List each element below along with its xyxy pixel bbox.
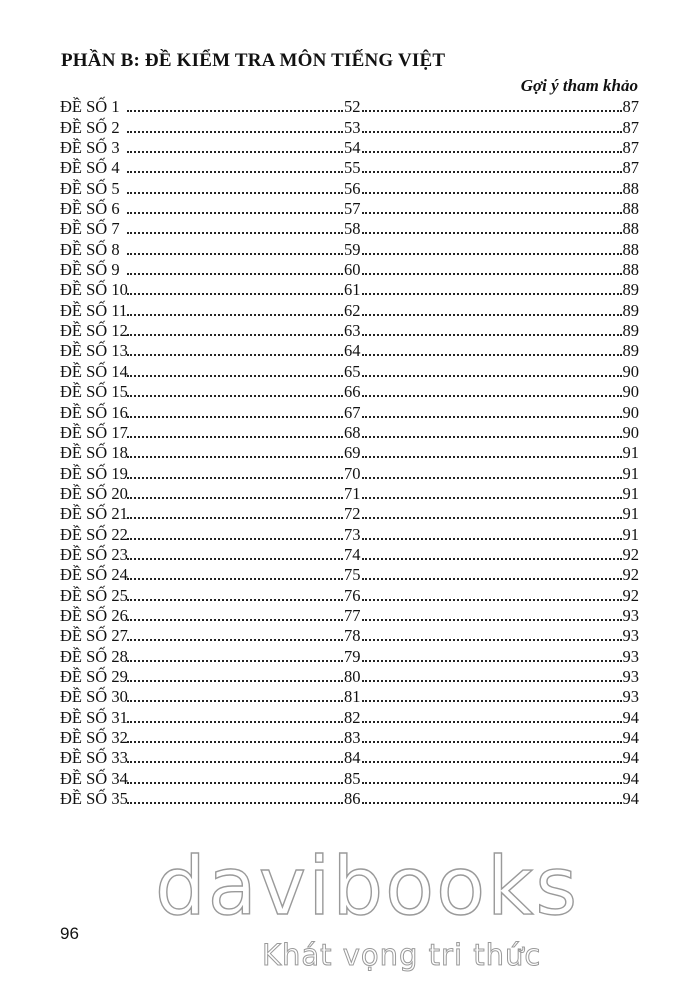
dot-leader [127,394,343,397]
toc-entry-page: 75 [344,565,361,585]
toc-entry-label: ĐỀ SỐ 12 [60,321,128,341]
toc-entry-answer-page: 90 [622,361,639,381]
toc-entry-label: ĐỀ SỐ 20 [60,483,128,503]
dot-leader [127,638,343,641]
dot-leader [362,496,622,499]
toc-entry-label: ĐỀ SỐ 24 [60,565,128,585]
toc-row [60,177,639,197]
toc-entry-label: ĐỀ SỐ 34 [60,768,128,788]
dot-leader [127,231,343,234]
toc-row [60,381,639,401]
toc-row [60,788,639,808]
toc-entry-page: 59 [344,239,361,259]
toc-entry-answer-page: 88 [622,260,639,280]
section-title: PHẦN B: ĐỀ KIỂM TRA MÔN TIẾNG VIỆT [61,50,446,71]
dot-leader [362,252,622,255]
toc-row [60,137,639,157]
page-number: 96 [60,924,79,943]
dot-leader [127,150,343,153]
toc-entry-page: 57 [344,199,361,219]
toc-entry-page: 70 [344,463,361,483]
toc-entry-page: 61 [344,280,361,300]
dot-leader [362,272,622,275]
toc-entry-label: ĐỀ SỐ 31 [60,707,128,727]
toc-row [60,727,639,747]
toc-row [60,279,639,299]
answer-column-heading: Gợi ý tham khảo [520,76,638,95]
dot-leader [362,191,622,194]
toc-row [60,523,639,543]
toc-entry-label: ĐỀ SỐ 7 [60,219,120,239]
dot-leader [362,598,622,601]
toc-entry-page: 56 [344,178,361,198]
toc-entry-label: ĐỀ SỐ 25 [60,585,128,605]
toc-entry-page: 82 [344,707,361,727]
toc-entry-page: 80 [344,666,361,686]
toc-entry-page: 54 [344,138,361,158]
toc-entry-answer-page: 93 [622,605,639,625]
toc-entry-page: 76 [344,585,361,605]
toc-entry-answer-page: 92 [622,544,639,564]
toc-row [60,625,639,645]
dot-leader [362,699,622,702]
dot-leader [127,191,343,194]
dot-leader [127,618,343,621]
toc-entry-label: ĐỀ SỐ 28 [60,646,128,666]
toc-entry-page: 67 [344,402,361,422]
toc-row [60,96,639,116]
dot-leader [127,577,343,580]
toc-entry-label: ĐỀ SỐ 4 [60,158,120,178]
toc-entry-page: 73 [344,524,361,544]
toc-entry-page: 86 [344,789,361,809]
toc-entry-answer-page: 89 [622,300,639,320]
toc-entry-label: ĐỀ SỐ 27 [60,626,128,646]
toc-entry-page: 83 [344,728,361,747]
toc-row [60,503,639,523]
dot-leader [362,313,622,316]
toc-row [60,299,639,319]
toc-entry-answer-page: 92 [622,585,639,605]
toc-row [60,747,639,767]
toc-entry-page: 78 [344,626,361,646]
dot-leader [362,353,622,356]
toc-row [60,198,639,218]
dot-leader [362,333,622,336]
toc-row [60,157,639,177]
toc-entry-answer-page: 90 [622,422,639,442]
toc-entry-label: ĐỀ SỐ 30 [60,687,128,707]
toc-entry-page: 63 [344,321,361,341]
toc-entry-answer-page: 94 [622,707,639,727]
dot-leader [362,740,622,743]
dot-leader [127,252,343,255]
watermark-brand: davibooks [155,840,580,933]
toc-entry-answer-page: 93 [622,646,639,666]
toc-row [60,645,639,665]
toc-entry-label: ĐỀ SỐ 3 [60,138,120,158]
toc-entry-label: ĐỀ SỐ 26 [60,605,128,625]
dot-leader [362,455,622,458]
dot-leader [127,496,343,499]
dot-leader [127,455,343,458]
dot-leader [127,333,343,336]
toc-entry-answer-page: 91 [622,463,639,483]
toc-entry-label: ĐỀ SỐ 22 [60,524,128,544]
dot-leader [362,679,622,682]
dot-leader [127,272,343,275]
dot-leader [127,801,343,804]
toc-entry-answer-page: 94 [622,748,639,768]
dot-leader [362,577,622,580]
toc-entry-label: ĐỀ SỐ 21 [60,504,128,524]
toc-entry-page: 65 [344,361,361,381]
toc-entry-answer-page: 91 [622,524,639,544]
table-of-contents [60,96,639,808]
toc-entry-answer-page: 93 [622,666,639,686]
dot-leader [127,292,343,295]
toc-entry-answer-page: 91 [622,483,639,503]
toc-entry-answer-page: 89 [622,321,639,341]
dot-leader [127,557,343,560]
toc-row [60,401,639,421]
toc-row [60,116,639,136]
toc-entry-label: ĐỀ SỐ 15 [60,382,128,402]
dot-leader [362,150,622,153]
watermark-slogan: Khát vọng tri thức [262,938,542,972]
toc-entry-label: ĐỀ SỐ 9 [60,260,120,280]
toc-entry-answer-page: 89 [622,280,639,300]
dot-leader [362,211,622,214]
toc-entry-page: 62 [344,300,361,320]
toc-entry-label: ĐỀ SỐ 19 [60,463,128,483]
toc-entry-answer-page: 87 [622,138,639,158]
dot-leader [127,537,343,540]
toc-entry-answer-page: 94 [622,728,639,747]
dot-leader [127,415,343,418]
toc-entry-page: 55 [344,158,361,178]
toc-row [60,706,639,726]
dot-leader [362,109,622,112]
toc-entry-answer-page: 92 [622,565,639,585]
toc-entry-page: 68 [344,422,361,442]
toc-entry-label: ĐỀ SỐ 5 [60,178,120,198]
dot-leader [127,435,343,438]
toc-entry-label: ĐỀ SỐ 18 [60,443,128,463]
dot-leader [362,170,622,173]
toc-entry-page: 74 [344,544,361,564]
dot-leader [362,415,622,418]
toc-entry-label: ĐỀ SỐ 35 [60,789,128,809]
toc-entry-answer-page: 88 [622,199,639,219]
toc-row [60,218,639,238]
toc-entry-label: ĐỀ SỐ 33 [60,748,128,768]
dot-leader [127,760,343,763]
dot-leader [127,476,343,479]
toc-entry-answer-page: 90 [622,402,639,422]
toc-entry-page: 66 [344,382,361,402]
toc-entry-page: 84 [344,748,361,768]
dot-leader [362,537,622,540]
toc-entry-answer-page: 87 [622,97,639,117]
toc-entry-page: 85 [344,768,361,788]
dot-leader [362,476,622,479]
toc-entry-label: ĐỀ SỐ 14 [60,361,128,381]
toc-row [60,605,639,625]
dot-leader [127,130,343,133]
toc-row [60,320,639,340]
toc-entry-answer-page: 94 [622,768,639,788]
toc-entry-label: ĐỀ SỐ 16 [60,402,128,422]
toc-row [60,462,639,482]
toc-row [60,340,639,360]
toc-entry-label: ĐỀ SỐ 2 [60,117,120,137]
dot-leader [127,781,343,784]
dot-leader [362,516,622,519]
dot-leader [362,231,622,234]
toc-entry-page: 64 [344,341,361,361]
toc-row [60,422,639,442]
toc-entry-page: 81 [344,687,361,707]
dot-leader [127,598,343,601]
toc-entry-label: ĐỀ SỐ 8 [60,239,120,259]
toc-entry-page: 52 [344,97,361,117]
toc-entry-answer-page: 88 [622,178,639,198]
dot-leader [127,516,343,519]
toc-entry-label: ĐỀ SỐ 1 [60,97,120,117]
dot-leader [362,130,622,133]
toc-entry-label: ĐỀ SỐ 32 [60,728,128,747]
toc-entry-answer-page: 91 [622,504,639,524]
toc-row [60,238,639,258]
toc-entry-page: 71 [344,483,361,503]
toc-entry-answer-page: 87 [622,158,639,178]
toc-entry-label: ĐỀ SỐ 29 [60,666,128,686]
toc-row [60,483,639,503]
dot-leader [362,557,622,560]
dot-leader [127,353,343,356]
toc-row [60,666,639,686]
dot-leader [362,618,622,621]
toc-row [60,686,639,706]
dot-leader [362,394,622,397]
toc-entry-answer-page: 90 [622,382,639,402]
toc-entry-answer-page: 89 [622,341,639,361]
dot-leader [127,740,343,743]
dot-leader [362,801,622,804]
toc-entry-answer-page: 88 [622,239,639,259]
dot-leader [127,699,343,702]
dot-leader [362,292,622,295]
toc-entry-answer-page: 88 [622,219,639,239]
toc-entry-label: ĐỀ SỐ 6 [60,199,120,219]
dot-leader [362,781,622,784]
toc-entry-answer-page: 87 [622,117,639,137]
toc-entry-label: ĐỀ SỐ 13 [60,341,128,361]
toc-row [60,767,639,787]
dot-leader [127,313,343,316]
dot-leader [127,211,343,214]
toc-row [60,259,639,279]
dot-leader [362,659,622,662]
toc-row [60,360,639,380]
toc-entry-page: 69 [344,443,361,463]
toc-entry-answer-page: 94 [622,789,639,809]
toc-row [60,584,639,604]
dot-leader [362,760,622,763]
toc-row [60,442,639,462]
dot-leader [362,720,622,723]
toc-row [60,544,639,564]
dot-leader [127,720,343,723]
toc-row [60,564,639,584]
toc-entry-answer-page: 93 [622,687,639,707]
toc-entry-label: ĐỀ SỐ 10 [60,280,128,300]
dot-leader [127,679,343,682]
toc-entry-page: 53 [344,117,361,137]
toc-entry-page: 58 [344,219,361,239]
toc-entry-page: 72 [344,504,361,524]
toc-entry-label: ĐỀ SỐ 17 [60,422,128,442]
dot-leader [127,659,343,662]
dot-leader [362,638,622,641]
toc-entry-label: ĐỀ SỐ 23 [60,544,128,564]
dot-leader [127,374,343,377]
dot-leader [362,435,622,438]
toc-entry-page: 79 [344,646,361,666]
toc-entry-page: 60 [344,260,361,280]
dot-leader [127,170,343,173]
toc-entry-answer-page: 91 [622,443,639,463]
dot-leader [362,374,622,377]
toc-entry-answer-page: 93 [622,626,639,646]
dot-leader [127,109,343,112]
toc-entry-label: ĐỀ SỐ 11 [60,300,128,320]
toc-entry-page: 77 [344,605,361,625]
